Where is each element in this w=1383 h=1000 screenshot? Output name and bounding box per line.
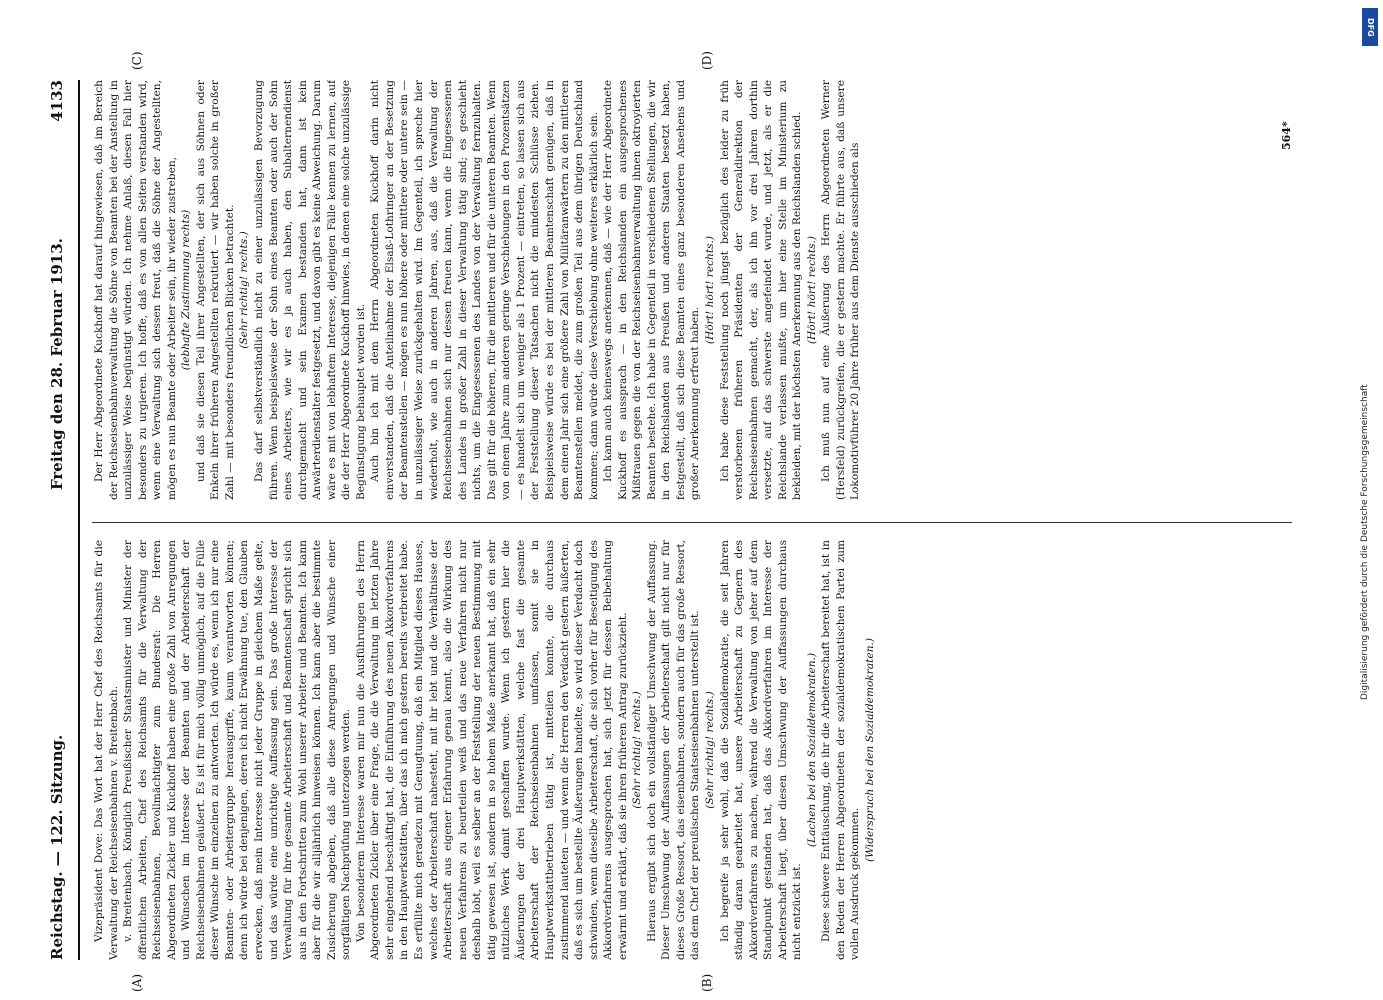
page-header xyxy=(48,80,74,960)
interjection: (lebhafte Zustimmung rechts) xyxy=(180,209,193,371)
paragraph: Der Herr Abgeordnete Kuckhoff hat darauf hingewiesen, daß im Bereich der Reichseisenbahnverwaltung die Söhne von Beamten bei der Anstellung in unzulässiger Weise begünstigt würden. Ich nehme Anlaß, diesen Fall hier besonders zu urgieren. Ich hoffe, daß es von allen Seiten verstanden wird, wenn eine Verwaltung sich dessen freut, daß die Söhne der Angestellten, mögen es nun Beamte oder Arbeiter sein, ihr wieder zustreben, xyxy=(93,80,178,500)
credit-text: Digitalisierung gefördert durch die Deutsche Forschungsgemeinschaft xyxy=(1360,384,1370,700)
header-rule xyxy=(78,80,80,960)
paragraph: Ich kann auch keineswegs anerkennen, daß — wie der Herr Abgeordnete Kuckhoff es aussprach — in den Reichslanden ein ausgesprochenes Mißtrauen gegen die von der Reichseisenbahnverwaltung ihnen oktroyierten Beamten bestehe. Ich habe in Gegenteil in verschiedenen Stellungen, die wir in den Reichslanden aus Preußen und anderen Staaten besetzt haben, festgestellt, daß sich diese Beamten eines ganz besonderen Ansehens und großer Anerkennung erfreut haben. xyxy=(602,80,702,500)
paragraph: Diese schwere Enttäuschung, die ihr die Arbeiterschaft bereitet hat, ist in den Reden der Herren Abgeordneten der sozialdemokratischen Partei zum vollen Ausdruck gekommen. xyxy=(820,540,862,960)
digitization-credit xyxy=(1360,0,1383,1000)
paragraph: Vizepräsident Dove: Das Wort hat der Herr Chef des Reichsamts für die Verwaltung der Reichseisenbahnen v. Breitenbach. xyxy=(93,540,120,960)
paragraph: Ich muß nun auf eine Äußerung des Herrn Abgeordneten Werner (Hersfeld) zurückgreifen, die er gestern machte. Er führte aus, daß unsere Lokomotivführer 20 Jahre früher aus dem Dienste ausschieden als xyxy=(820,80,862,500)
left-text-column xyxy=(92,540,1292,960)
rotated-newspaper-page xyxy=(0,40,1300,1000)
right-text-column xyxy=(92,80,1292,500)
header-date: Freitag den 28. Februar 1913. xyxy=(48,238,66,490)
paragraph: Das darf selbstverständlich nicht zu einer unzulässigen Bevorzugung führen. Wenn beispielsweise der Sohn eines Beamten oder auch der Sohn eines Arbeiters, wie wir es ja auch haben, den Subalternendienst durchgemacht und sein Examen bestanden hat, dann ist kein Anwärterdienstalter festgesetzt, und davon gibt es keine Abweichung. Darum wäre es mit von lebhaftem Interesse, diejenigen Fälle kennen zu lernen, auf die der Herr Abgeordnete Kuckhoff hinwies, in denen eine solche unzulässige Begünstigung behauptet worden ist. xyxy=(253,80,367,500)
paragraph: Ich habe diese Feststellung noch jüngst bezüglich des leider zu früh verstorbenen früheren Präsidenten der Generaldirektion der Reichseisenbahnen gemacht, der, als ich ihn vor drei Jahren dorthin versetzte, auf das schwerste angefeindet wurde, und jetzt, als er die Reichslande verlassen mußte, um hier eine Stelle im Ministerium zu bekleiden, mit der höchsten Anerkennung aus den Reichslanden schied. xyxy=(718,80,804,500)
interjection: (Lachen bei den Sozialdemokraten.) xyxy=(805,652,818,848)
interjection: (Hört! hört! rechts.) xyxy=(703,235,716,345)
margin-marker-a: (A) xyxy=(130,973,144,992)
page-number: 4133 xyxy=(48,80,66,122)
interjection: (Sehr richtig! rechts.) xyxy=(238,231,251,349)
margin-marker-b: (B) xyxy=(700,973,714,992)
paragraph: und daß sie diesen Teil ihrer Angestellten, der sich aus Söhnen oder Enkeln ihrer früheren Angestellten rekrutiert — wir haben solche in großer Zahl — mit besonders freundlichen Blicken betrachtet. xyxy=(194,80,236,500)
interjection: (Sehr richtig! rechts.) xyxy=(631,691,644,809)
paragraph: Von besonderem Interesse waren mir nun die Ausführungen des Herrn Abgeordneten Zickler über eine Frage, die die Verwaltung im letzten Jahre sehr eingehend beschäftigt hat, die Einführung des neuen Akkordverfahrens in den Hauptwerkstätten, über das ich mich gestern bereits verbreitet habe. Es erfüllte mich geradezu mit Genugtuung, daß ein Mitglied dieses Hauses, welches der Arbeiterschaft nahesteht, mit ihr lebt und die Verhältnisse der Arbeiterschaft aus eigener Erfahrung genau kennt, also die Wirkung des neuen Verfahrens zu beurteilen weiß und das neue Verfahren nicht nur deshalb lobt, weil es selber an der Feststellung der neuen Bestimmung mit tätig gewesen ist, sondern in so hohem Maße anerkannt hat, daß ein sehr nützliches Werk damit geschaffen wurde. Wenn ich gestern hier die Äußerungen der drei Hauptwerkstätten, welche fast die gesamte Arbeiterschaft der Reichseisenbahnen umfassen, somit sie in Hauptwerkstattbetrieben tätig ist, mitteilen konnte, die durchaus zustimmend lauteten — und wenn die Herren den Verdacht gestern äußerten, daß es sich um bestellte Äußerungen handelte, so wird dieser Verdacht doch schwinden, wenn dieselbe Arbeiterschaft, die sich vorher für Beseitigung des Akkordverfahrens ausgesprochen hat, sich jetzt für dessen Beibehaltung erwärmt und erklärt, daß sie ihren früheren Antrag zurückzieht. xyxy=(354,540,629,960)
paragraph: v. Breitenbach, Königlich Preußischer Staatsminister und Minister der öffentlichen Arbeiten, Chef des Reichsamts für die Verwaltung der Reichseisenbahnen, Bevollmächtigter zum Bundesrat: Die Herren Abgeordneten Zickler und Kuckhoff haben eine große Zahl von Anregungen und Wünschen im Interesse der Beamten und der Arbeiterschaft der Reichseisenbahnen geäußert. Es ist für mich völlig unmöglich, auf die Fülle dieser Wünsche im einzelnen zu antworten. Ich würde es, wenn ich nur eine Beamten- oder Arbeitergruppe herausgriffe, kaum verantworten können; denn ich würde bei denjenigen, deren ich nicht Erwähnung tue, den Glauben erwecken, daß mein Interesse nicht jeder Gruppe in gleichem Maße gelte, und das würde eine unrichtige Auffassung sein. Das große Interesse der Verwaltung für ihre gesamte Arbeiterschaft und Beamtenschaft spricht sich aus in den Fortschritten zum Wohl unserer Arbeiter und Beamten. Ich kann aber für die wir alljährlich hinweisen können. Ich kann aber die bestimmte Zusicherung abgeben, daß alle diese Anregungen und Wünsche einer sorgfältigen Nachprüfung unterzogen werden. xyxy=(122,540,353,960)
margin-marker-c: (C) xyxy=(130,51,144,70)
interjection: (Sehr richtig! rechts.) xyxy=(703,691,716,809)
margin-marker-d: (D) xyxy=(700,51,714,70)
paragraph: Ich begreife ja sehr wohl, daß die Sozialdemokratie, die seit Jahren ständig daran gearbeitet hat, unsere Arbeiterschaft zu Gegnern des Akkordverfahrens zu machen, während die Verwaltung von jeher auf dem Standpunkt gestanden hat, daß das Akkordverfahren im Interesse der Arbeiterschaft liegt, über diesen Umschwung der Auffassungen durchaus nicht entzückt ist. xyxy=(718,540,804,960)
dfg-logo: DFG xyxy=(1362,8,1378,46)
footer-mark: 564* xyxy=(1280,121,1293,150)
column-divider xyxy=(92,522,1292,523)
paragraph: Auch bin ich mit dem Herrn Abgeordneten Kuckhoff darin nicht einverstanden, daß die Anteilnahme der Elsaß-Lothringer an der Besetzung der Beamtenstellen — mögen es nun höhere oder mittlere oder untere sein — in unzulässiger Weise zurückgehalten wird. Im Gegenteil, ich spreche hier wiederholt, wie auch in anderen Jahren, aus, daß die Verwaltung der Reichseisenbahnen sich nur dessen freuen kann, wenn die Eingesessenen des Landes in großer Zahl in dieser Verwaltung tätig sind; es geschieht nichts, um die Eingesessenen des Landes von der Verwaltung fernzuhalten. Das gilt für die höheren, für die mittleren und für die unteren Beamten. Wenn von einem Jahre zum anderen geringe Verschiebungen in den Prozentsätzen — es handelt sich um weniger als 1 Prozent — eintreten, so lassen sich aus der Feststellung dieser Tatsachen nicht die mindesten Schlüsse ziehen. Beispielsweise würde es bei der mittleren Beamtenschaft genügen, daß in dem einen Jahr sich eine größere Zahl von Militäranwärtern zu den mittleren Beamtenstellen meldet, die zum großen Teil aus dem übrigen Deutschland kommen; dann würde diese Verschiebung ohne weiteres erklärlich sein. xyxy=(369,80,600,500)
interjection: (Widerspruch bei den Sozialdemokraten.) xyxy=(863,637,876,863)
paragraph: Hieraus ergibt sich doch ein vollständiger Umschwung der Auffassung. Dieser Umschwung der Auffassungen der Arbeiterschaft gilt nicht nur für dieses Große Ressort, das eisenbahnen, sondern auch für das große Ressort, das dem Chef der preußischen Staatseisenbahnen unterstellt ist. xyxy=(645,540,702,960)
header-session: Reichstag. — 122. Sitzung. xyxy=(48,734,66,960)
interjection: (Hört! hört! rechts.) xyxy=(805,235,818,345)
